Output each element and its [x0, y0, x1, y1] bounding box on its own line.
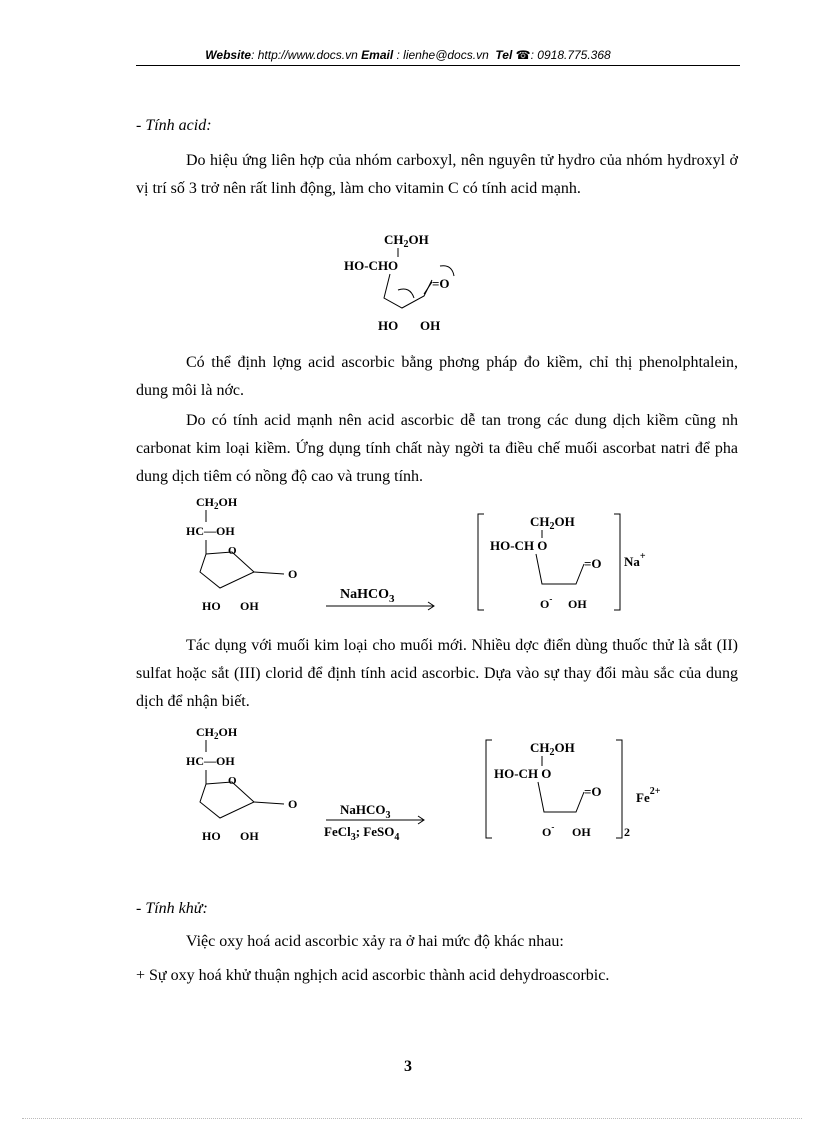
figure-iron-reaction — [184, 722, 684, 847]
fig1-arrow — [440, 266, 454, 276]
paragraph-2: Có thể định lợng acid ascorbic bằng phơng pháp đo kiềm, chỉ thị phenolphtalein, dung môi là nớc. — [136, 354, 738, 399]
fig2-p-ho-cho: HO-CH O — [490, 538, 548, 553]
fig2-bond — [254, 572, 284, 574]
fig3-ch2oh: $CH_2OH$ — [196, 725, 238, 741]
figure-sodium-reaction — [184, 492, 684, 617]
fig2-o: O — [228, 545, 237, 557]
reduction-heading: - Tính khử: — [136, 900, 208, 917]
fig2-ho: HO — [202, 599, 221, 613]
bottom-divider — [22, 1118, 802, 1119]
fig2-cation: Na+ — [624, 551, 646, 569]
fig3-p-ch2oh: $CH_2OH$ — [530, 740, 575, 758]
fig3-p-ho-cho: HO-CH O — [494, 766, 552, 781]
fig3-o: O — [228, 775, 237, 787]
website-value: : http://www.docs.vn — [251, 48, 358, 62]
fig3-p-oh: OH — [572, 825, 591, 839]
fig1-ring — [384, 274, 432, 308]
tel-label: Tel — [495, 48, 513, 62]
fig3-p-ring — [538, 782, 584, 812]
fig3-ho: HO — [202, 829, 221, 843]
fig2-bracket-left — [478, 514, 484, 610]
website-label: Website — [205, 48, 252, 62]
figure-acid-structure — [340, 228, 480, 336]
fig1-arrow — [398, 289, 414, 298]
fig3-bracket-left — [486, 740, 492, 838]
fig3-reagent1: NaHCO$_3$ — [340, 802, 391, 821]
fig3-bond — [254, 802, 284, 804]
fig3-reagent2: FeCl$_3$; FeSO$_4$ — [324, 824, 400, 843]
fig2-ch2oh: $CH_2OH$ — [196, 495, 238, 511]
header-rule — [136, 65, 740, 66]
fig2-hc-oh: HC—OH — [186, 524, 235, 538]
email-value: : lienhe@docs.vn — [393, 48, 489, 62]
fig1-ho-cho: HO-CHO — [344, 258, 399, 273]
acid-heading: - Tính acid: — [136, 117, 212, 134]
fig2-p-ring — [536, 554, 584, 584]
email-label: Email — [361, 48, 394, 62]
fig1-ch2oh: $CH_2OH$ — [384, 232, 429, 250]
fig2-o2: O — [288, 567, 298, 581]
paragraph-6: + Sự oxy hoá khử thuận nghịch acid ascorbic thành acid dehydroascorbic. — [136, 967, 610, 984]
paragraph-4: Tác dụng với muối kim loại cho muối mới. Nhiều dợc điển dùng thuốc thử là sắt (II) sulfat hoặc sắt (III) clorid để định tính acid ascorbic. Dựa vào sự thay đổi màu sắc của dung dịch để nhận biết. — [136, 637, 738, 710]
tel-value: : 0918.775.368 — [530, 48, 611, 62]
fig2-ring — [200, 540, 254, 588]
fig2-p-ominus: O- — [540, 594, 553, 611]
fig3-ring — [200, 770, 254, 818]
fig1-o-eq: =O — [432, 276, 450, 291]
fig1-ho: HO — [378, 318, 399, 333]
paragraph-1: Do hiệu ứng liên hợp của nhóm carboxyl, nên nguyên tử hydro của nhóm hydroxyl ở vị trí số 3 trở nên rất linh động, làm cho vitamin C có tính acid mạnh. — [136, 152, 738, 197]
fig3-hc-oh: HC—OH — [186, 754, 235, 768]
fig1-oh: OH — [420, 318, 441, 333]
fig3-oh: OH — [240, 829, 259, 843]
fig3-p-o: =O — [584, 784, 602, 799]
fig3-sub2: 2 — [624, 825, 630, 839]
fig2-p-o: =O — [584, 556, 602, 571]
page-header — [0, 48, 816, 62]
fig2-p-ch2oh: $CH_2OH$ — [530, 514, 575, 532]
paragraph-3: Do có tính acid mạnh nên acid ascorbic dễ tan trong các dung dịch kiềm cũng nh carbonat kim loại kiềm. Ứng dụng tính chất này ngời ta điều chế muối ascorbat natri để pha dung dịch tiêm có nồng độ cao và trung tính. — [136, 412, 738, 485]
page-number: 3 — [404, 1058, 412, 1075]
fig2-p-oh: OH — [568, 597, 587, 611]
fig3-cation: $Fe^{2+}$ — [636, 786, 661, 805]
fig2-oh: OH — [240, 599, 259, 613]
fig2-reagent: NaHCO$_3$ — [340, 587, 395, 605]
fig3-p-ominus: O- — [542, 822, 555, 839]
fig3-bracket-right — [616, 740, 622, 838]
fig3-o2: O — [288, 797, 298, 811]
paragraph-5: Việc oxy hoá acid ascorbic xảy ra ở hai mức độ khác nhau: — [186, 933, 564, 950]
fig1-bond — [424, 282, 432, 294]
phone-icon: ☎ — [515, 48, 531, 62]
fig2-bracket-right — [614, 514, 620, 610]
